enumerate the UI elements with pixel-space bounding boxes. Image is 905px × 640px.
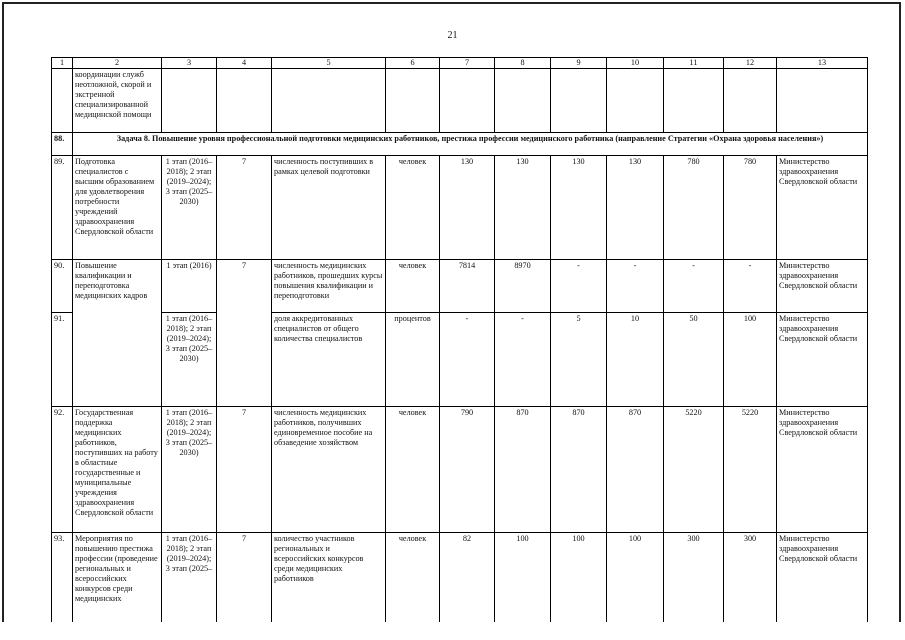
measure-name: Подготовка специалистов с высшим образованием для удовлетворения потребности учреждений здравоохранения Свердловской области — [73, 156, 162, 260]
task-title: Задача 8. Повышение уровня профессиональной подготовки медицинских работников, престижа профессии медицинского работника (направление Стратегии «Охрана здоровья населения») — [73, 133, 868, 156]
value-cell-7: 7814 — [440, 260, 495, 313]
value-cell-9: 870 — [551, 407, 607, 533]
col-header-6: 6 — [386, 58, 440, 69]
col-header-2: 2 — [73, 58, 162, 69]
value-cell-9: 100 — [551, 533, 607, 627]
col-header-13: 13 — [777, 58, 868, 69]
measure-name: Государственная поддержка медицинских работников, поступивших на работу в областные государственные и муниципальные учреждения здравоохранения Свердловской области — [73, 407, 162, 533]
col-header-3: 3 — [162, 58, 217, 69]
page-bottom-margin — [0, 622, 905, 640]
page-number: 21 — [447, 30, 458, 41]
indicator-cell: численность медицинских работников, получивших единовременное пособие на обзаведение хозяйством — [272, 407, 386, 533]
value-cell-12: 300 — [724, 533, 777, 627]
unit-cell: процентов — [386, 313, 440, 407]
value-cell-7: 82 — [440, 533, 495, 627]
value-cell-11: 5220 — [664, 407, 724, 533]
responsible-cell: Министерство здравоохранения Свердловской области — [777, 313, 868, 407]
program-table — [51, 57, 868, 627]
col-header-5: 5 — [272, 58, 386, 69]
value-cell-8: 130 — [495, 156, 551, 260]
col4-cell: 7 — [217, 533, 272, 627]
table-row — [52, 156, 868, 260]
task-row — [52, 133, 868, 156]
continuation-name: координации служб неотложной, скорой и экстренной специализированной медицинской помощи — [73, 69, 162, 133]
unit-cell: человек — [386, 260, 440, 313]
responsible-cell: Министерство здравоохранения Свердловской области — [777, 156, 868, 260]
responsible-cell: Министерство здравоохранения Свердловской области — [777, 260, 868, 313]
indicator-cell: численность поступивших в рамках целевой подготовки — [272, 156, 386, 260]
value-cell-11: 50 — [664, 313, 724, 407]
measure-name: Мероприятия по повышению престижа профессии (проведение региональных и всероссийских конкурсов среди медицинских — [73, 533, 162, 627]
col-header-8: 8 — [495, 58, 551, 69]
stage-cell: 1 этап (2016–2018); 2 этап (2019–2024); 3 этап (2025–2030) — [162, 313, 217, 407]
value-cell-12: 5220 — [724, 407, 777, 533]
value-cell-12: - — [724, 260, 777, 313]
continuation-row — [52, 69, 868, 133]
row-number: 89. — [52, 156, 73, 260]
value-cell-8: 8970 — [495, 260, 551, 313]
measure-name: Повышение квалификации и переподготовка медицинских кадров — [73, 260, 162, 407]
indicator-cell: доля аккредитованных специалистов от общего количества специалистов — [272, 313, 386, 407]
stage-cell: 1 этап (2016–2018); 2 этап (2019–2024); 3 этап (2025–2030) — [162, 156, 217, 260]
unit-cell: человек — [386, 533, 440, 627]
value-cell-7: - — [440, 313, 495, 407]
value-cell-9: - — [551, 260, 607, 313]
table-row — [52, 260, 868, 313]
col-header-1: 1 — [52, 58, 73, 69]
task-number: 88. — [52, 133, 73, 156]
col4-cell: 7 — [217, 260, 272, 407]
table-row — [52, 407, 868, 533]
row-number: 91. — [52, 313, 73, 407]
value-cell-8: 100 — [495, 533, 551, 627]
value-cell-10: 870 — [607, 407, 664, 533]
value-cell-10: 130 — [607, 156, 664, 260]
row-number: 92. — [52, 407, 73, 533]
unit-cell: человек — [386, 407, 440, 533]
stage-cell: 1 этап (2016–2018); 2 этап (2019–2024); 3 этап (2025– — [162, 533, 217, 627]
row-number: 93. — [52, 533, 73, 627]
stage-cell: 1 этап (2016) — [162, 260, 217, 313]
value-cell-9: 130 — [551, 156, 607, 260]
col-header-4: 4 — [217, 58, 272, 69]
col-header-12: 12 — [724, 58, 777, 69]
col-header-10: 10 — [607, 58, 664, 69]
responsible-cell: Министерство здравоохранения Свердловской области — [777, 533, 868, 627]
unit-cell: человек — [386, 156, 440, 260]
row-number: 90. — [52, 260, 73, 313]
col-header-11: 11 — [664, 58, 724, 69]
col4-cell: 7 — [217, 156, 272, 260]
value-cell-10: 10 — [607, 313, 664, 407]
value-cell-10: 100 — [607, 533, 664, 627]
table-row — [52, 533, 868, 627]
stage-cell: 1 этап (2016–2018); 2 этап (2019–2024); 3 этап (2025–2030) — [162, 407, 217, 533]
indicator-cell: количество участников региональных и всероссийских конкурсов среди медицинских работников — [272, 533, 386, 627]
value-cell-7: 790 — [440, 407, 495, 533]
value-cell-12: 780 — [724, 156, 777, 260]
value-cell-8: 870 — [495, 407, 551, 533]
col-header-9: 9 — [551, 58, 607, 69]
value-cell-8: - — [495, 313, 551, 407]
col-header-7: 7 — [440, 58, 495, 69]
col4-cell: 7 — [217, 407, 272, 533]
value-cell-7: 130 — [440, 156, 495, 260]
value-cell-9: 5 — [551, 313, 607, 407]
indicator-cell: численность медицинских работников, прошедших курсы повышения квалификации и переподготовки — [272, 260, 386, 313]
value-cell-10: - — [607, 260, 664, 313]
table-row — [52, 313, 868, 407]
column-header-row — [52, 58, 868, 69]
value-cell-11: 780 — [664, 156, 724, 260]
value-cell-11: 300 — [664, 533, 724, 627]
value-cell-11: - — [664, 260, 724, 313]
responsible-cell: Министерство здравоохранения Свердловской области — [777, 407, 868, 533]
value-cell-12: 100 — [724, 313, 777, 407]
